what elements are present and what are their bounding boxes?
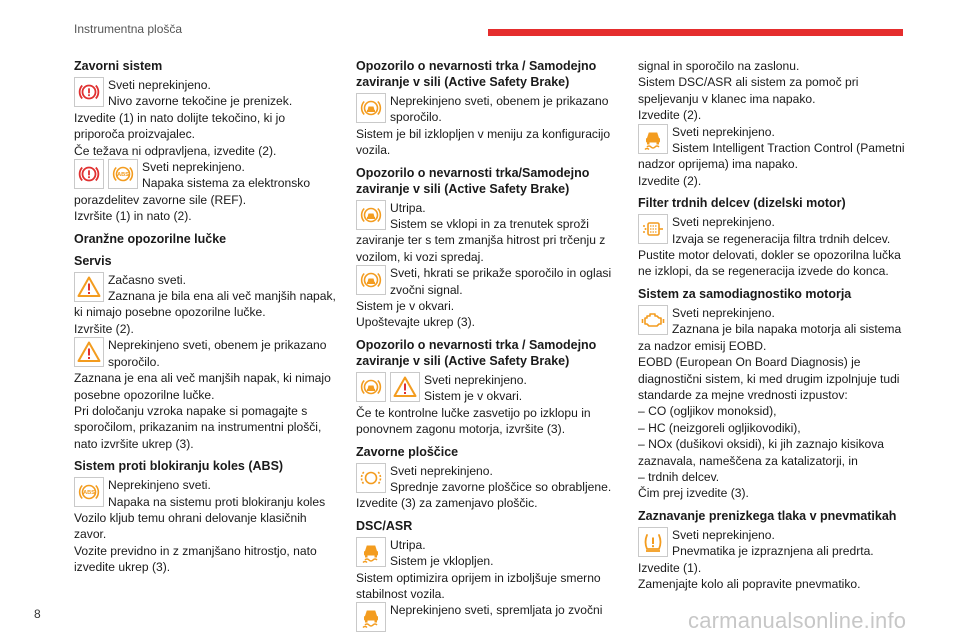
paragraph-text: Sistem Intelligent Traction Control (Pametni nadzor oprijema) ima napako. [638, 141, 905, 172]
paragraph-text: – NOx (dušikovi oksidi), ki jih zaznajo kisikova zaznavala, nameščena za katalizatorji, in [638, 437, 884, 468]
indicator-icons [356, 200, 386, 230]
indicator-icons [356, 372, 420, 402]
paragraph-text: Pri določanju vzroka napake si pomagajte s sporočilom, prikazanim na instrumentni plošči, nato izvršite ukrep (3). [74, 403, 322, 451]
skid-car-icon [356, 537, 386, 567]
section-heading: Zaznavanje prenizkega tlaka v pnevmatikah [638, 508, 897, 523]
indicator-icons [638, 527, 668, 557]
paragraph-text: Utripa. [390, 200, 426, 215]
active-safety-brake-icon [356, 200, 386, 230]
paragraph-text: Sistem je v okvari. [356, 299, 455, 314]
paragraph-text: Sveti neprekinjeno. [424, 372, 527, 387]
paragraph-text: Čim prej izvedite (3). [638, 486, 749, 501]
paragraph-text: Izvedite (2). [638, 173, 702, 188]
indicator-entry [74, 477, 336, 575]
service-triangle-icon [74, 337, 104, 367]
paragraph-text: Napaka na sistemu proti blokiranju koles [108, 494, 326, 509]
indicator-icons [74, 272, 104, 302]
paragraph-text: Zaznana je bila ena ali več manjših napak, ki nimajo posebne opozorilne lučke. [74, 289, 336, 320]
section-heading: Servis [74, 253, 112, 268]
indicator-icons [356, 537, 386, 567]
running-header: Instrumentna plošča [74, 22, 183, 36]
paragraph-text: Izvedite (1) in nato dolijte tekočino, ki jo priporoča proizvajalec. [74, 110, 286, 142]
indicator-icons [638, 214, 668, 244]
indicator-entry [356, 372, 618, 438]
active-safety-brake-icon [356, 265, 386, 295]
brake-warning-icon [74, 159, 104, 189]
paragraph-text: Sveti, hkrati se prikaže sporočilo in oglasi zvočni signal. [390, 266, 612, 297]
paragraph-text: Sveti neprekinjeno. [672, 215, 775, 230]
page-number: 8 [34, 607, 41, 621]
service-triangle-icon [390, 372, 420, 402]
paragraph-text: Začasno sveti. [108, 272, 186, 287]
section-heading: Opozorilo o nevarnosti trka / Samodejno zaviranje v sili (Active Safety Brake) [356, 59, 597, 89]
paragraph-text: Izvaja se regeneracija filtra trdnih delcev. [672, 231, 891, 246]
paragraph-text: Sistem optimizira oprijem in izboljšuje smerno stabilnost vozila. [356, 570, 601, 601]
paragraph-text: Sveti neprekinjeno. [672, 124, 775, 139]
indicator-icons [356, 265, 386, 295]
paragraph-text: Če težava ni odpravljena, izvedite (2). [74, 143, 277, 158]
indicator-icons [74, 477, 104, 507]
indicator-entry [638, 58, 908, 124]
indicator-entry [638, 214, 908, 280]
paragraph-text: Utripa. [390, 537, 426, 552]
paragraph-text: Izvršite (2). [74, 321, 134, 336]
watermark: carmanualsonline.info [688, 608, 907, 633]
brake-warning-icon [74, 77, 104, 107]
paragraph-text: Neprekinjeno sveti, obenem je prikazano sporočilo. [390, 94, 609, 125]
indicator-entry [356, 463, 618, 512]
paragraph-text: Izvršite (1) in nato (2). [74, 209, 192, 224]
paragraph-text: Zamenjajte kolo ali popravite pnevmatiko. [638, 576, 861, 591]
service-triangle-icon [74, 272, 104, 302]
paragraph-text: Upoštevajte ukrep (3). [356, 315, 475, 330]
paragraph-text: Sveti neprekinjeno. [672, 305, 775, 320]
section-heading: Filter trdnih delcev (dizelski motor) [638, 196, 846, 211]
indicator-icons [74, 77, 104, 107]
indicator-entry [638, 305, 908, 502]
skid-car-icon [356, 602, 386, 632]
paragraph-text: Sistem je vklopljen. [390, 554, 494, 569]
paragraph-text: Sistem je bil izklopljen v meniju za konfiguracijo vozila. [356, 126, 611, 158]
paragraph-text: Izvedite (3) za zamenjavo ploščic. [356, 496, 538, 511]
indicator-entry [356, 200, 618, 266]
indicator-entry [74, 159, 336, 225]
indicator-icons [356, 602, 386, 632]
section-heading: Opozorilo o nevarnosti trka/Samodejno zaviranje v sili (Active Safety Brake) [356, 165, 590, 196]
indicator-icons [74, 337, 104, 367]
paragraph-text: – CO (ogljikov monoksid), [638, 404, 777, 419]
paragraph-text: Sistem DSC/ASR ali sistem za pomoč pri speljevanju v klanec ima napako. [638, 75, 859, 106]
section-heading: Oranžne opozorilne lučke [74, 231, 227, 246]
paragraph-text: signal in sporočilo na zaslonu. [638, 59, 800, 73]
indicator-entry [74, 272, 336, 338]
skid-car-icon [638, 124, 668, 154]
indicator-entry [356, 265, 618, 331]
indicator-entry [638, 124, 908, 190]
paragraph-text: Sveti neprekinjeno. [672, 527, 775, 542]
section-heading: Opozorilo o nevarnosti trka / Samodejno zaviranje v sili (Active Safety Brake) [356, 337, 597, 368]
particle-filter-icon [638, 214, 668, 244]
paragraph-text: Neprekinjeno sveti, obenem je prikazano sporočilo. [108, 338, 327, 369]
indicator-entry [356, 602, 618, 634]
svg-text:ABS: ABS [83, 490, 95, 497]
section-heading: Zavorne ploščice [356, 444, 459, 459]
paragraph-text: Sveti neprekinjeno. [108, 78, 211, 92]
indicator-icons [638, 124, 668, 154]
paragraph-text: Zaznana je ena ali več manjših napak, ki nimajo posebne opozorilne lučke. [74, 371, 331, 402]
column-2 [356, 58, 618, 634]
indicator-icons [356, 93, 386, 123]
engine-check-icon [638, 305, 668, 335]
paragraph-text: Če te kontrolne lučke zasvetijo po izklopu in ponovnem zagonu motorja, izvršite (3). [356, 405, 591, 437]
paragraph-text: Neprekinjeno sveti. [108, 478, 211, 493]
paragraph-text: – HC (neizgoreli ogljikovodiki), [638, 420, 801, 435]
header-accent-bar [488, 29, 903, 36]
paragraph-text: EOBD (European On Board Diagnosis) je diagnostični sistem, ki med drugim izpolnjuje tudi standarde za mejne vrednosti izpustov: [638, 355, 900, 402]
indicator-icons [74, 159, 138, 189]
paragraph-text: Izvedite (2). [638, 108, 702, 123]
indicator-entry [74, 337, 336, 452]
paragraph-text: Sistem je v okvari. [424, 389, 523, 404]
indicator-icons [356, 463, 386, 493]
paragraph-text: Napaka sistema za elektronsko porazdelitev zavorne sile (REF). [74, 176, 311, 207]
paragraph-text: Neprekinjeno sveti, spremljata jo zvočni [390, 603, 603, 618]
indicator-entry [74, 77, 336, 159]
paragraph-text: Sistem se vklopi in za trenutek sproži zaviranje ter s tem zmanjša hitrost pri trčenju z vozilom, ki vozi spredaj. [356, 217, 606, 264]
paragraph-text: Sveti neprekinjeno. [142, 160, 245, 175]
abs-icon [74, 477, 104, 507]
tyre-pressure-icon [638, 527, 668, 557]
paragraph-text: Nivo zavorne tekočine je prenizek. [108, 94, 293, 109]
indicator-entry [638, 527, 908, 593]
active-safety-brake-icon [356, 93, 386, 123]
paragraph-text: Izvedite (1). [638, 560, 702, 575]
paragraph-text: Sprednje zavorne ploščice so obrabljene. [390, 479, 612, 494]
paragraph-text: Vozilo kljub temu ohrani delovanje klasičnih zavor. [74, 510, 307, 542]
paragraph-text: Vozite previdno in z zmanjšano hitrostjo, nato izvedite ukrep (3). [74, 543, 317, 575]
indicator-icons [638, 305, 668, 335]
indicator-entry [356, 93, 618, 159]
paragraph-text: – trdnih delcev. [638, 469, 720, 484]
paragraph-text: Pnevmatika je izpraznjena ali predrta. [672, 544, 874, 559]
column-3 [638, 58, 908, 592]
section-heading: Sistem za samodiagnostiko motorja [638, 286, 852, 301]
svg-text:ABS: ABS [117, 172, 129, 179]
column-1 [74, 58, 336, 576]
indicator-entry [356, 537, 618, 603]
brake-pads-icon [356, 463, 386, 493]
paragraph-text: Sveti neprekinjeno. [390, 463, 493, 478]
abs-icon [108, 159, 138, 189]
paragraph-text: Zaznana je bila napaka motorja ali sistema za nadzor emisij EOBD. [638, 322, 902, 353]
section-heading: Sistem proti blokiranju koles (ABS) [74, 459, 284, 474]
paragraph-text: Pustite motor delovati, dokler se opozorilna lučka ne izklopi, da se regeneracija izvede do konca. [638, 248, 901, 279]
active-safety-brake-icon [356, 372, 386, 402]
section-heading: Zavorni sistem [74, 59, 163, 73]
section-heading: DSC/ASR [356, 518, 413, 533]
